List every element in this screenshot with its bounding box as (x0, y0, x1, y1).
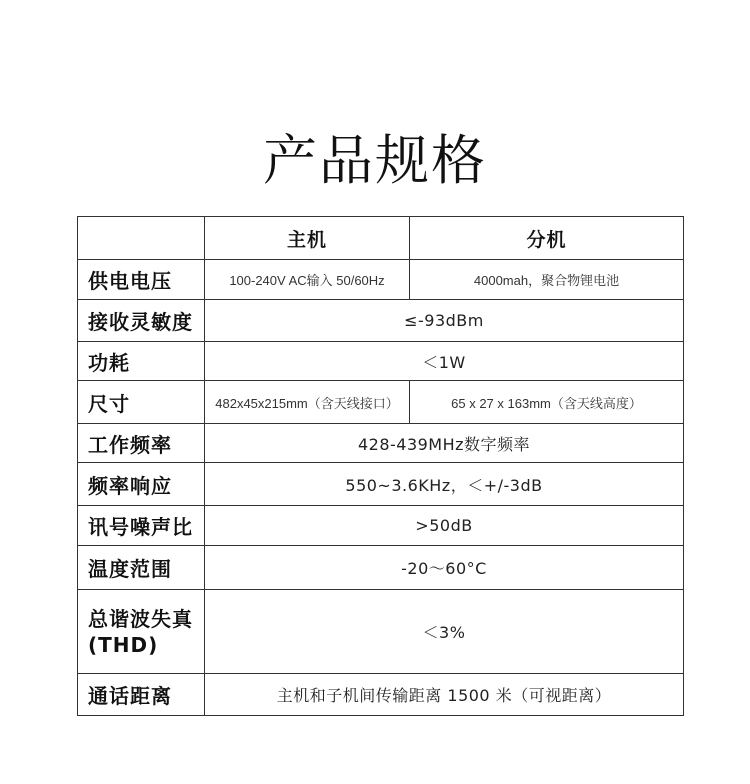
row-label-line2: (THD) (88, 632, 159, 657)
table-row (78, 674, 684, 716)
row-host-value: 100-240V AC输入 50/60Hz (205, 260, 410, 300)
spec-table (77, 216, 684, 716)
row-label: 功耗 (78, 342, 205, 381)
header-sub: 分机 (410, 217, 684, 260)
row-label (78, 590, 205, 674)
row-label: 接收灵敏度 (78, 300, 205, 342)
row-value: >50dB (205, 506, 684, 546)
page-title: 产品规格 (263, 129, 487, 192)
table-row (78, 300, 684, 342)
header-empty-cell (78, 217, 205, 260)
row-value: 主机和子机间传输距离 1500 米（可视距离） (205, 674, 684, 716)
row-label: 讯号噪声比 (78, 506, 205, 546)
row-label: 通话距离 (78, 674, 205, 716)
row-label: 温度范围 (78, 546, 205, 590)
header-host: 主机 (205, 217, 410, 260)
row-value: ≤-93dBm (205, 300, 684, 342)
row-label: 供电电压 (78, 260, 205, 300)
row-sub-value: 4000mah，聚合物锂电池 (410, 260, 684, 300)
row-label: 工作频率 (78, 424, 205, 463)
row-label-line1: 总谐波失真 (88, 606, 193, 631)
table-row (78, 424, 684, 463)
row-sub-value: 65 x 27 x 163mm（含天线高度） (410, 381, 684, 424)
table-row (78, 260, 684, 300)
table-row (78, 546, 684, 590)
table-row (78, 381, 684, 424)
row-value: 550~3.6KHz，＜+/-3dB (205, 463, 684, 506)
table-header-row (78, 217, 684, 260)
row-value: ＜1W (205, 342, 684, 381)
row-value: ＜3% (205, 590, 684, 674)
table-row (78, 463, 684, 506)
row-label: 频率响应 (78, 463, 205, 506)
table-row (78, 342, 684, 381)
row-value: -20～60°C (205, 546, 684, 590)
table-row (78, 506, 684, 546)
row-host-value: 482x45x215mm（含天线接口） (205, 381, 410, 424)
row-value: 428-439MHz数字频率 (205, 424, 684, 463)
row-label: 尺寸 (78, 381, 205, 424)
table-row (78, 590, 684, 674)
